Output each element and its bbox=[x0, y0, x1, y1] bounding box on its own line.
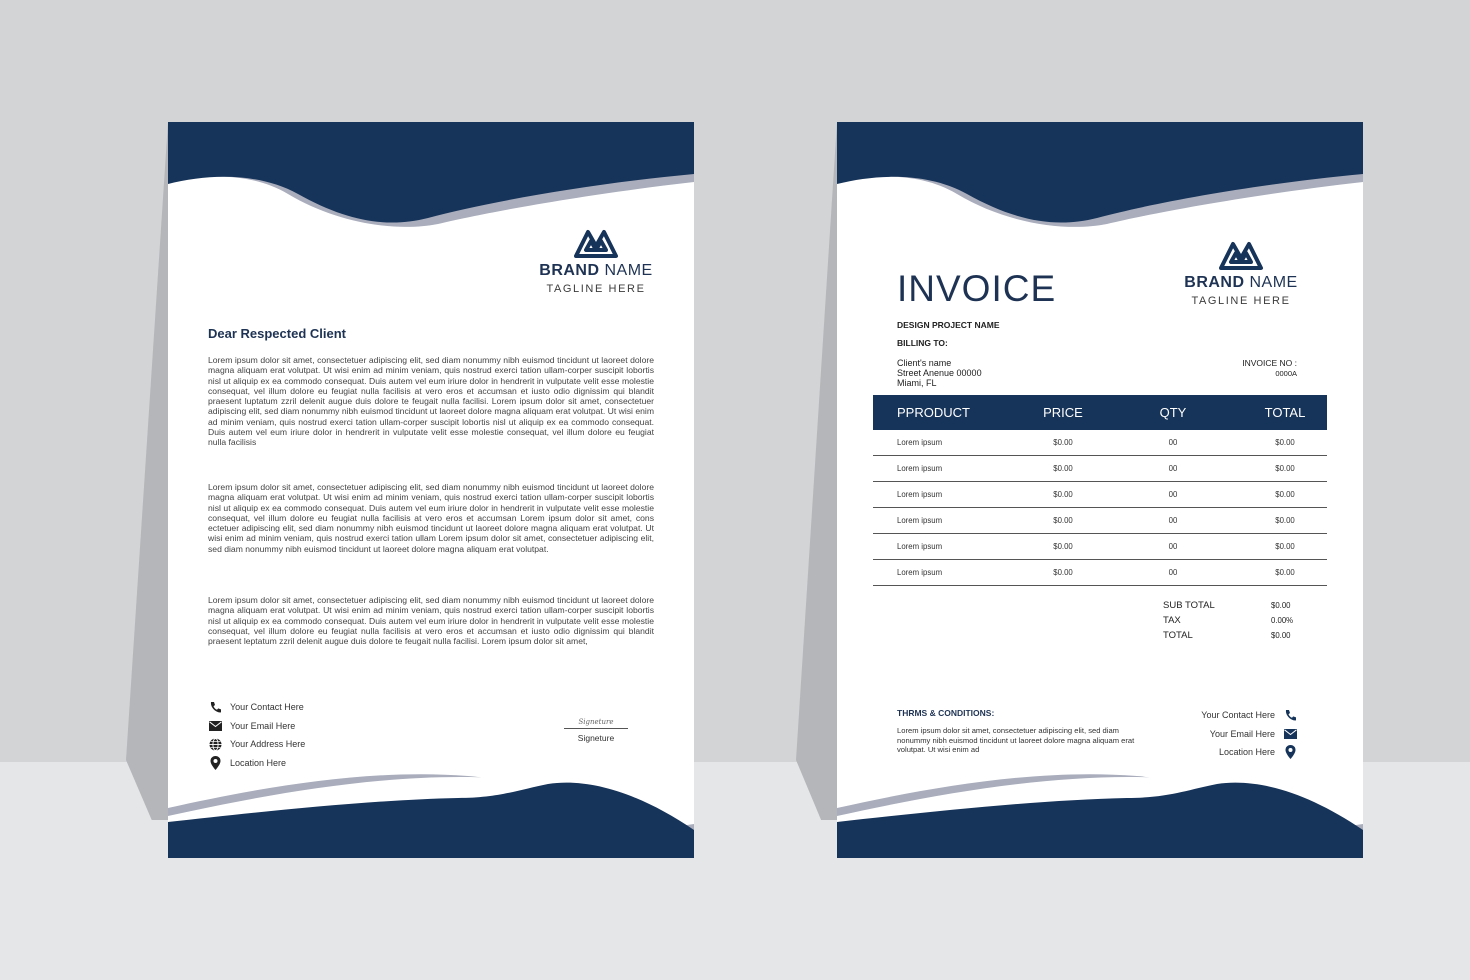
signature-block bbox=[564, 718, 628, 743]
invoice-number-value: 0000A bbox=[1275, 369, 1297, 378]
contact-list bbox=[208, 698, 305, 772]
contact-location: Location Here bbox=[1201, 743, 1297, 762]
invoice-title: INVOICE bbox=[897, 268, 1057, 309]
brand-logo-icon bbox=[1217, 238, 1265, 270]
table-row: Lorem ipsum $0.00 00 $0.00 bbox=[873, 430, 1327, 456]
billing-label: BILLING TO: bbox=[897, 338, 948, 348]
header-wave bbox=[168, 122, 694, 242]
tax-line: TAX 0.00% bbox=[1163, 615, 1294, 626]
brand-logo-icon bbox=[572, 226, 620, 258]
brand-tagline: TAGLINE HERE bbox=[1191, 295, 1291, 307]
header-qty: QTY bbox=[1159, 405, 1187, 420]
brand-tagline: TAGLINE HERE bbox=[546, 283, 646, 295]
header-price: PRICE bbox=[1043, 405, 1083, 420]
greeting: Dear Respected Client bbox=[208, 326, 346, 341]
invoice-page bbox=[837, 122, 1363, 858]
project-name: DESIGN PROJECT NAME bbox=[897, 320, 1000, 330]
header-wave bbox=[837, 122, 1363, 242]
header-product: PPRODUCT bbox=[897, 405, 970, 420]
brand-name: BRAND NAME bbox=[539, 262, 653, 279]
total-line: TOTAL $0.00 bbox=[1163, 630, 1291, 641]
table-row: Lorem ipsum $0.00 00 $0.00 bbox=[873, 482, 1327, 508]
invoice-number-label: INVOICE NO : bbox=[1242, 358, 1297, 368]
contact-email: Your Email Here bbox=[1201, 725, 1297, 744]
body-paragraph-2: Lorem ipsum dolor sit amet, consectetuer adipiscing elit, sed diam nonummy nibh euismod tincidunt ut laoreet dolore magna aliquam erat volutpat. Ut wisi enim ad minim veniam, quis nostrud exerci tation ullam-corper suscipit lobortis nisl ut aliquip ex ea commodo consequat. Duis autem vel eum iriure dolor in hendrerit in vulputate velit esse molestie consequat, vel illum dolore eu feugiat nulla facilisis at vero eros et accumsan Lorem ipsum dolor sit amet, cons ectetuer adipiscing elit, sed diam nonummy nibh euismod tincidunt ut laoreet dolore magna aliquam erat volutpat. Ut wisi enim ad minim veniam, quis nostrud exerci tation ullam Lorem ipsum dolor sit amet, consectetuer adipiscing elit, sed diam nonummy nibh euismod tincidunt ut laoreet dolore magna aliquam erat volutpat. bbox=[208, 482, 654, 554]
location-pin-icon bbox=[1283, 745, 1297, 759]
header-total: TOTAL bbox=[1264, 405, 1306, 420]
client-city: Miami, FL bbox=[897, 378, 937, 388]
globe-icon bbox=[208, 737, 222, 751]
phone-icon bbox=[1283, 708, 1297, 722]
table-header bbox=[873, 395, 1327, 430]
signature-label: Signeture bbox=[577, 733, 615, 743]
table-row: Lorem ipsum $0.00 00 $0.00 bbox=[873, 508, 1327, 534]
email-icon bbox=[208, 719, 222, 733]
table-row: Lorem ipsum $0.00 00 $0.00 bbox=[873, 534, 1327, 560]
phone-icon bbox=[208, 700, 222, 714]
client-street: Street Anenue 00000 bbox=[897, 368, 982, 378]
letterhead-page bbox=[168, 122, 694, 858]
contact-phone: Your Contact Here bbox=[208, 698, 305, 717]
brand-block bbox=[1181, 238, 1301, 307]
body-paragraph-1: Lorem ipsum dolor sit amet, consectetuer adipiscing elit, sed diam nonummy nibh euismod tincidunt ut laoreet dolore magna aliquam erat volutpat. Ut wisi enim ad minim veniam, quis nostrud exerci tation ullam-corper suscipit lobortis nisl ut aliquip ex ea commodo consequat. Duis autem vel eum iriure dolor in hendrerit in vulputate velit esse molestie consequat, vel illum dolore eu feugiat nulla facilisis at vero eros et accumsan et iusto odio dignissim qui blandit praesent luptatum zzril delenit augue duis dolore te feugait nulla facilisi. Lorem ipsum dolor sit amet, consectetuer adipiscing elit, sed diam nonummy nibh euismod tincidunt ut laoreet dolore magna aliquam erat volutpat. Ut wisi enim ad minim veniam, quis nostrud exerci tation ullam-corper suscipit lobortis nisl ut aliquip ex ea commodo consequat. Duis autem vel eum iriure dolor in hendrerit in vulputate velit esse molestie consequat, vel illum dolore eu feugiat nulla facilisis bbox=[208, 355, 654, 448]
terms-heading: THRMS & CONDITIONS: bbox=[897, 708, 995, 718]
contact-location: Location Here bbox=[208, 754, 305, 773]
contact-phone: Your Contact Here bbox=[1201, 706, 1297, 725]
contact-list bbox=[1201, 706, 1297, 762]
brand-block bbox=[536, 226, 656, 295]
table-row: Lorem ipsum $0.00 00 $0.00 bbox=[873, 456, 1327, 482]
subtotal-line: SUB TOTAL $0.00 bbox=[1163, 600, 1291, 611]
email-icon bbox=[1283, 727, 1297, 741]
brand-name: BRAND NAME bbox=[1184, 274, 1298, 291]
footer-wave bbox=[837, 768, 1363, 858]
client-name: Client's name bbox=[897, 358, 952, 368]
signature-script: Signeture bbox=[564, 718, 628, 729]
footer-wave bbox=[168, 768, 694, 858]
terms-block bbox=[897, 708, 1145, 755]
body-paragraph-3: Lorem ipsum dolor sit amet, consectetuer adipiscing elit, sed diam nonummy nibh euismod tincidunt ut laoreet dolore magna aliquam erat volutpat. Ut wisi enim ad minim veniam, quis nostrud exerci tation ullam-corper suscipit lobortis nisl ut aliquip ex ea commodo consequat. Duis autem vel eum iriure dolor in hendrerit in vulputate velit esse molestie consequat, vel illum dolore eu feugiat nulla facilisis at vero eros et accumsan et iusto odio dignissim qui blandit praesent leptatum zzril delenit augue duis dolore te feugait nulla facilisi. Lorem ipsum dolor sit amet, bbox=[208, 595, 654, 647]
totals-block bbox=[1163, 598, 1293, 643]
terms-text: Lorem ipsum dolor sit amet, consectetuer adipiscing elit, sed diam nonummy nibh euismod tincidunt ut laoreet dolore magna aliquam erat volutpat. Ut wisi enim ad bbox=[897, 726, 1135, 755]
contact-email: Your Email Here bbox=[208, 717, 305, 736]
table-row: Lorem ipsum $0.00 00 $0.00 bbox=[873, 560, 1327, 586]
client-address bbox=[897, 358, 982, 388]
contact-address: Your Address Here bbox=[208, 735, 305, 754]
invoice-number bbox=[1242, 358, 1297, 378]
